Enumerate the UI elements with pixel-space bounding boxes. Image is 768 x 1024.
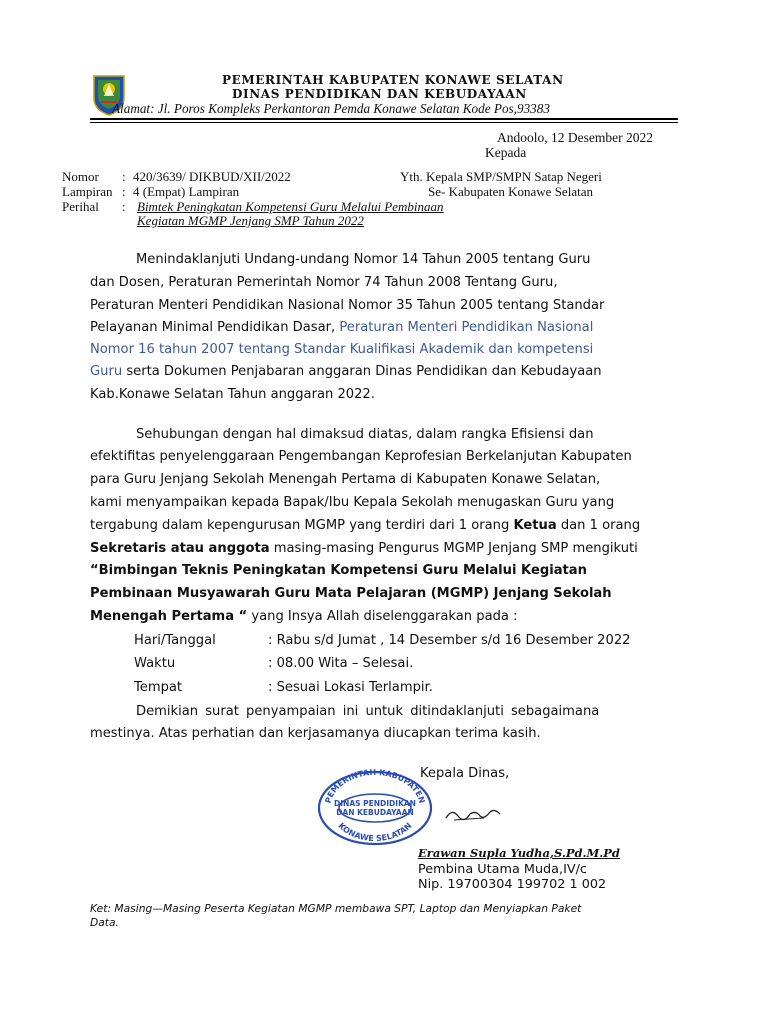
nomor-value: 420/3639/ DIKBUD/XII/2022 — [133, 169, 291, 184]
detail-waktu-label: Waktu — [134, 656, 176, 671]
lampiran-label: Lampiran — [62, 184, 113, 199]
footnote-line1: Ket: Masing—Masing Peserta Kegiatan MGMP membawa SPT, Laptop dan Menyiapkan Paket — [90, 902, 582, 915]
stamp-top-text: PEMERINTAH KABUPATEN — [323, 768, 427, 805]
p2-line3: para Guru Jenjang Sekolah Menengah Pertama di Kabupaten Konawe Selatan, — [90, 472, 601, 487]
lampiran-value: 4 (Empat) Lampiran — [133, 184, 240, 199]
nomor-colon: : — [122, 169, 126, 184]
p2-line5-a: tergabung dalam kepengurusan MGMP yang terdiri dari 1 orang — [90, 518, 510, 533]
p2-line5-c: dan 1 orang — [560, 518, 641, 533]
stamp-center-line1: DINAS PENDIDIKAN — [334, 799, 416, 808]
recipient-line2: Se- Kabupaten Konawe Selatan — [428, 184, 593, 199]
signatory-title: Kepala Dinas, — [420, 766, 510, 781]
p2-line7: “Bimbingan Teknis Peningkatan Kompetensi Guru Melalui Kegiatan — [90, 563, 587, 578]
footnote-line2: Data. — [90, 916, 119, 929]
letterhead-address: Alamat: Jl. Poros Kompleks Perkantoran Pemda Konawe Selatan Kode Pos,93383 — [112, 101, 550, 116]
perihal-label: Perihal — [62, 199, 99, 214]
letterhead-government: PEMERINTAH KABUPATEN KONAWE SELATAN — [222, 73, 564, 87]
detail-tempat-value: : Sesuai Lokasi Terlampir. — [268, 680, 433, 695]
p2-line4: kami menyampaikan kepada Bapak/Ibu Kepala Sekolah menugaskan Guru yang — [90, 495, 615, 510]
official-stamp — [316, 768, 434, 846]
p2-line9-bold: Menengah Pertama “ — [90, 609, 248, 624]
p3-line1: Demikian surat penyampaian ini untuk ditindaklanjuti sebagaimana — [136, 704, 600, 719]
detail-waktu-value: : 08.00 Wita – Selesai. — [268, 656, 414, 671]
p1-line4-a: Pelayanan Minimal Pendidikan Dasar, — [90, 320, 336, 335]
p1-line1: Menindaklanjuti Undang-undang Nomor 14 Tahun 2005 tentang Guru — [136, 252, 591, 267]
signatory-rank: Pembina Utama Muda,IV/c — [418, 862, 587, 877]
detail-hari-value: : Rabu s/d Jumat , 14 Desember s/d 16 Desember 2022 — [268, 633, 631, 648]
p2-line9-b: yang Insya Allah diselenggarakan pada : — [251, 609, 518, 624]
stamp-bottom-text: KONAWE SELATAN — [336, 821, 414, 844]
p2-line5 — [90, 518, 678, 533]
perihal-line2: Kegiatan MGMP Jenjang SMP Tahun 2022 — [137, 213, 364, 228]
p2-line6-bold: Sekretaris atau anggota — [90, 541, 270, 556]
p1-line6-a: Guru — [90, 364, 123, 379]
footnote — [90, 902, 690, 930]
p2-line1: Sehubungan dengan hal dimaksud diatas, dalam rangka Efisiensi dan — [136, 427, 594, 442]
p1-line4 — [90, 320, 678, 335]
p2-line9 — [90, 609, 678, 624]
letterhead-rule-thick — [90, 118, 678, 120]
p1-line7: Kab.Konawe Selatan Tahun anggaran 2022. — [90, 387, 375, 402]
lampiran-colon: : — [122, 184, 126, 199]
p2-line2: efektifitas penyelenggaraan Pengembangan Keprofesian Berkelanjutan Kabupaten — [90, 449, 632, 464]
p1-line6-b: serta Dokumen Penjabaran anggaran Dinas Pendidikan dan Kebudayaan — [126, 364, 602, 379]
p1-line5: Nomor 16 tahun 2007 tentang Standar Kualifikasi Akademik dan kompetensi — [90, 342, 594, 357]
letterhead-rule-thin — [90, 122, 678, 123]
signatory-name: Erawan Supla Yudha,S.Pd.M.Pd — [418, 846, 620, 860]
signatory-nip: Nip. 19700304 199702 1 002 — [418, 877, 607, 892]
perihal-colon: : — [122, 199, 126, 214]
nomor-label: Nomor — [62, 169, 99, 184]
kepada-label: Kepada — [485, 145, 527, 160]
detail-hari-label: Hari/Tanggal — [134, 633, 216, 648]
p2-line5-bold: Ketua — [513, 518, 557, 533]
letter-date: Andoolo, 12 Desember 2022 — [497, 130, 653, 145]
p1-line4-b: Peraturan Menteri Pendidikan Nasional — [339, 320, 594, 335]
p2-line6-b: masing-masing Pengurus MGMP Jenjang SMP mengikuti — [273, 541, 638, 556]
handwritten-signature — [444, 804, 502, 824]
letterhead-department: DINAS PENDIDIKAN DAN KEBUDAYAAN — [232, 87, 527, 101]
perihal-line1: Bimtek Peningkatan Kompetensi Guru Melalui Pembinaan — [137, 199, 444, 214]
detail-tempat-label: Tempat — [134, 680, 183, 695]
p3-line2: mestinya. Atas perhatian dan kerjasamanya diucapkan terima kasih. — [90, 726, 541, 741]
p2-line6 — [90, 541, 678, 556]
recipient-line1: Yth. Kepala SMP/SMPN Satap Negeri — [400, 169, 602, 184]
p1-line3: Peraturan Menteri Pendidikan Nasional Nomor 35 Tahun 2005 tentang Standar — [90, 298, 605, 313]
p2-line8: Pembinaan Musyawarah Guru Mata Pelajaran (MGMP) Jenjang Sekolah — [90, 586, 612, 601]
stamp-center-line2: DAN KEBUDAYAAN — [336, 808, 414, 817]
p1-line2: dan Dosen, Peraturan Pemerintah Nomor 74 Tahun 2008 Tentang Guru, — [90, 275, 558, 290]
p1-line6 — [90, 364, 678, 379]
